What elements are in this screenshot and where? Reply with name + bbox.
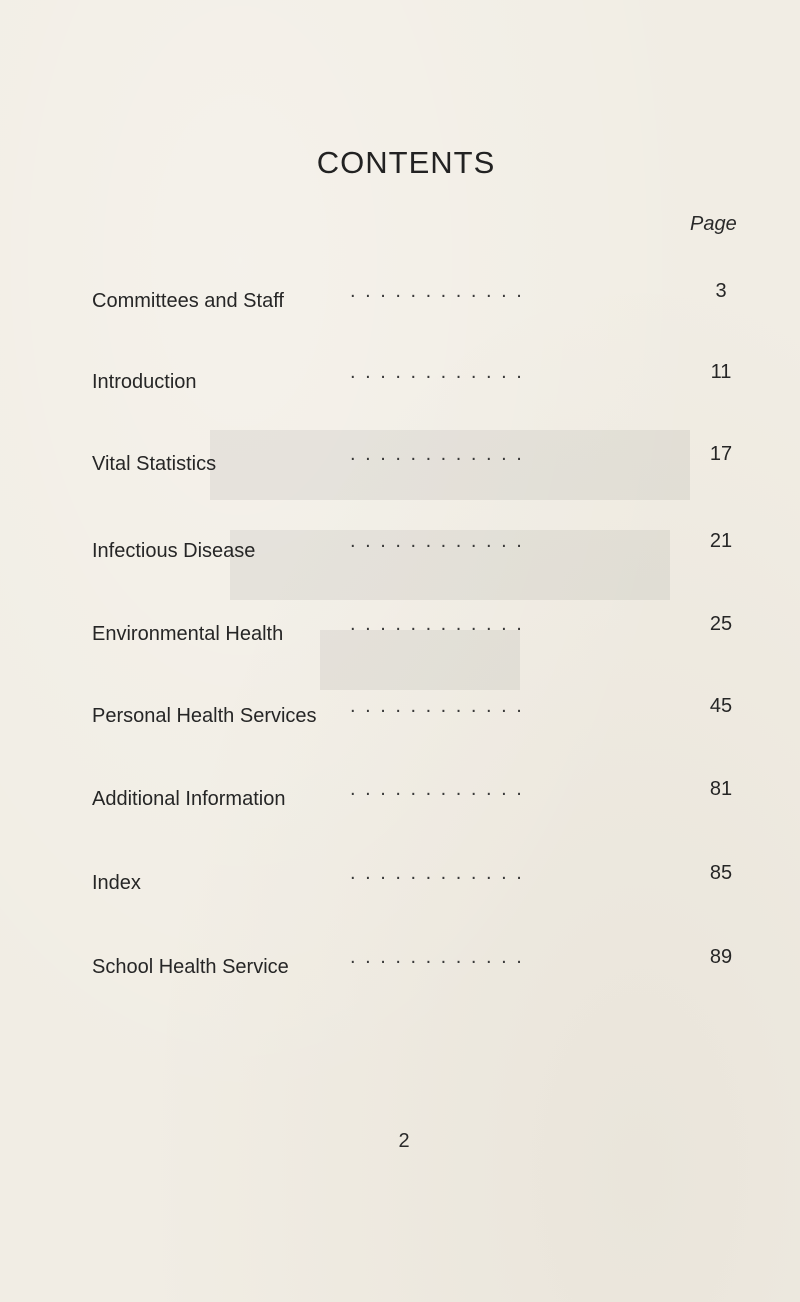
toc-entry-page: 17 — [709, 443, 733, 465]
toc-entry — [0, 695, 800, 735]
toc-entry-page: 21 — [709, 530, 733, 552]
toc-entry-label: Environmental Health — [92, 623, 284, 645]
toc-entry — [0, 280, 800, 320]
dot-leader: . . . . . . . . . . . . — [350, 280, 524, 302]
toc-entry-page: 81 — [709, 778, 733, 800]
dot-leader: . . . . . . . . . . . . — [350, 530, 524, 552]
toc-entry-page: 85 — [709, 862, 733, 884]
toc-entry-page: 45 — [709, 695, 733, 717]
toc-entry-page: 89 — [709, 946, 733, 968]
toc-entry-page: 11 — [710, 361, 732, 383]
toc-entry-label: Introduction — [92, 371, 197, 393]
dot-leader: . . . . . . . . . . . . — [350, 862, 524, 884]
toc-entry-label: Infectious Disease — [92, 540, 256, 562]
toc-entry — [0, 361, 800, 401]
toc-entry — [0, 530, 800, 570]
dot-leader: . . . . . . . . . . . . — [350, 443, 524, 465]
toc-entry-label: Personal Health Services — [92, 705, 317, 727]
toc-entry — [0, 613, 800, 653]
page-number: 2 — [398, 1130, 410, 1152]
dot-leader: . . . . . . . . . . . . — [350, 946, 524, 968]
page-column-heading: Page — [690, 213, 737, 235]
dot-leader: . . . . . . . . . . . . — [350, 778, 524, 800]
toc-entry — [0, 862, 800, 902]
toc-entry-label: School Health Service — [92, 956, 289, 978]
toc-entry — [0, 443, 800, 483]
toc-entry-page: 3 — [715, 280, 727, 302]
toc-entry-label: Vital Statistics — [92, 453, 217, 475]
dot-leader: . . . . . . . . . . . . — [350, 695, 524, 717]
toc-entry — [0, 778, 800, 818]
toc-entry-label: Additional Information — [92, 788, 286, 810]
toc-entry-page: 25 — [709, 613, 733, 635]
dot-leader: . . . . . . . . . . . . — [350, 361, 524, 383]
toc-entry-label: Committees and Staff — [92, 290, 284, 312]
dot-leader: . . . . . . . . . . . . — [350, 613, 524, 635]
toc-entry — [0, 946, 800, 986]
page-title: CONTENTS — [316, 145, 496, 180]
toc-entry-label: Index — [92, 872, 141, 894]
